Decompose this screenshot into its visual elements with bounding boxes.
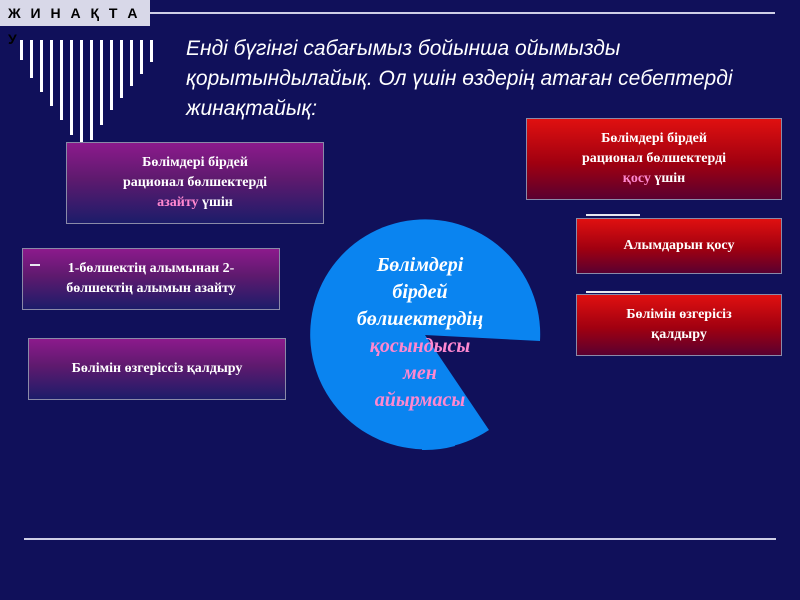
add-step1-box: [576, 218, 782, 274]
add-step2-box: [576, 294, 782, 356]
center-line2: бірдей: [392, 281, 448, 303]
subtract-tail: үшін: [198, 195, 233, 210]
decorative-bars: [20, 40, 160, 150]
add-tail: үшін: [650, 171, 686, 186]
subtract-step1-line1: 1-бөлшектің алымынан 2-: [67, 261, 235, 276]
center-line1: Бөлімдері: [376, 254, 464, 276]
subtract-step2-box: [28, 338, 286, 400]
slide-heading: Енді бүгінгі сабағымыз бойынша ойымызды қорытындылайық. Ол үшін өздерің атаған себептерді жинақтайық:: [186, 37, 733, 120]
add-highlight: қосу: [622, 171, 651, 186]
subtract-title-box: [66, 142, 324, 224]
add-step2-line2: қалдыру: [651, 327, 707, 342]
subtract-step2-line1: Бөлімін өзгеріссіз қалдыру: [71, 361, 243, 376]
add-title-line1: Бөлімдері бірдей: [601, 131, 707, 146]
add-step2-tick: [586, 291, 640, 293]
center-line5: мен: [403, 362, 437, 384]
top-divider: [150, 12, 775, 14]
subtract-title-line1: Бөлімдері бірдей: [142, 155, 248, 170]
bottom-divider: [24, 538, 776, 540]
center-line3: бөлшектердің: [356, 308, 484, 330]
subtract-step1-box: [22, 248, 280, 310]
slide-title: Ж И Н А Қ Т А У: [0, 0, 150, 26]
add-title-box: [526, 118, 782, 200]
subtract-step1-line2: бөлшектің алымын азайту: [66, 281, 236, 296]
center-line6: айырмасы: [374, 389, 466, 411]
add-step2-line1: Бөлімін өзгерісіз: [626, 307, 732, 322]
subtract-step1-tick: [30, 264, 40, 266]
center-text: [320, 252, 520, 414]
center-line4: қосындысы: [369, 335, 471, 357]
add-step1-line1: Алымдарын қосу: [623, 238, 735, 253]
subtract-title-line2: рационал бөлшектерді: [122, 175, 268, 190]
add-step1-tick: [586, 214, 640, 216]
subtract-highlight: азайту: [157, 195, 199, 210]
add-title-line2: рационал бөлшектерді: [581, 151, 727, 166]
